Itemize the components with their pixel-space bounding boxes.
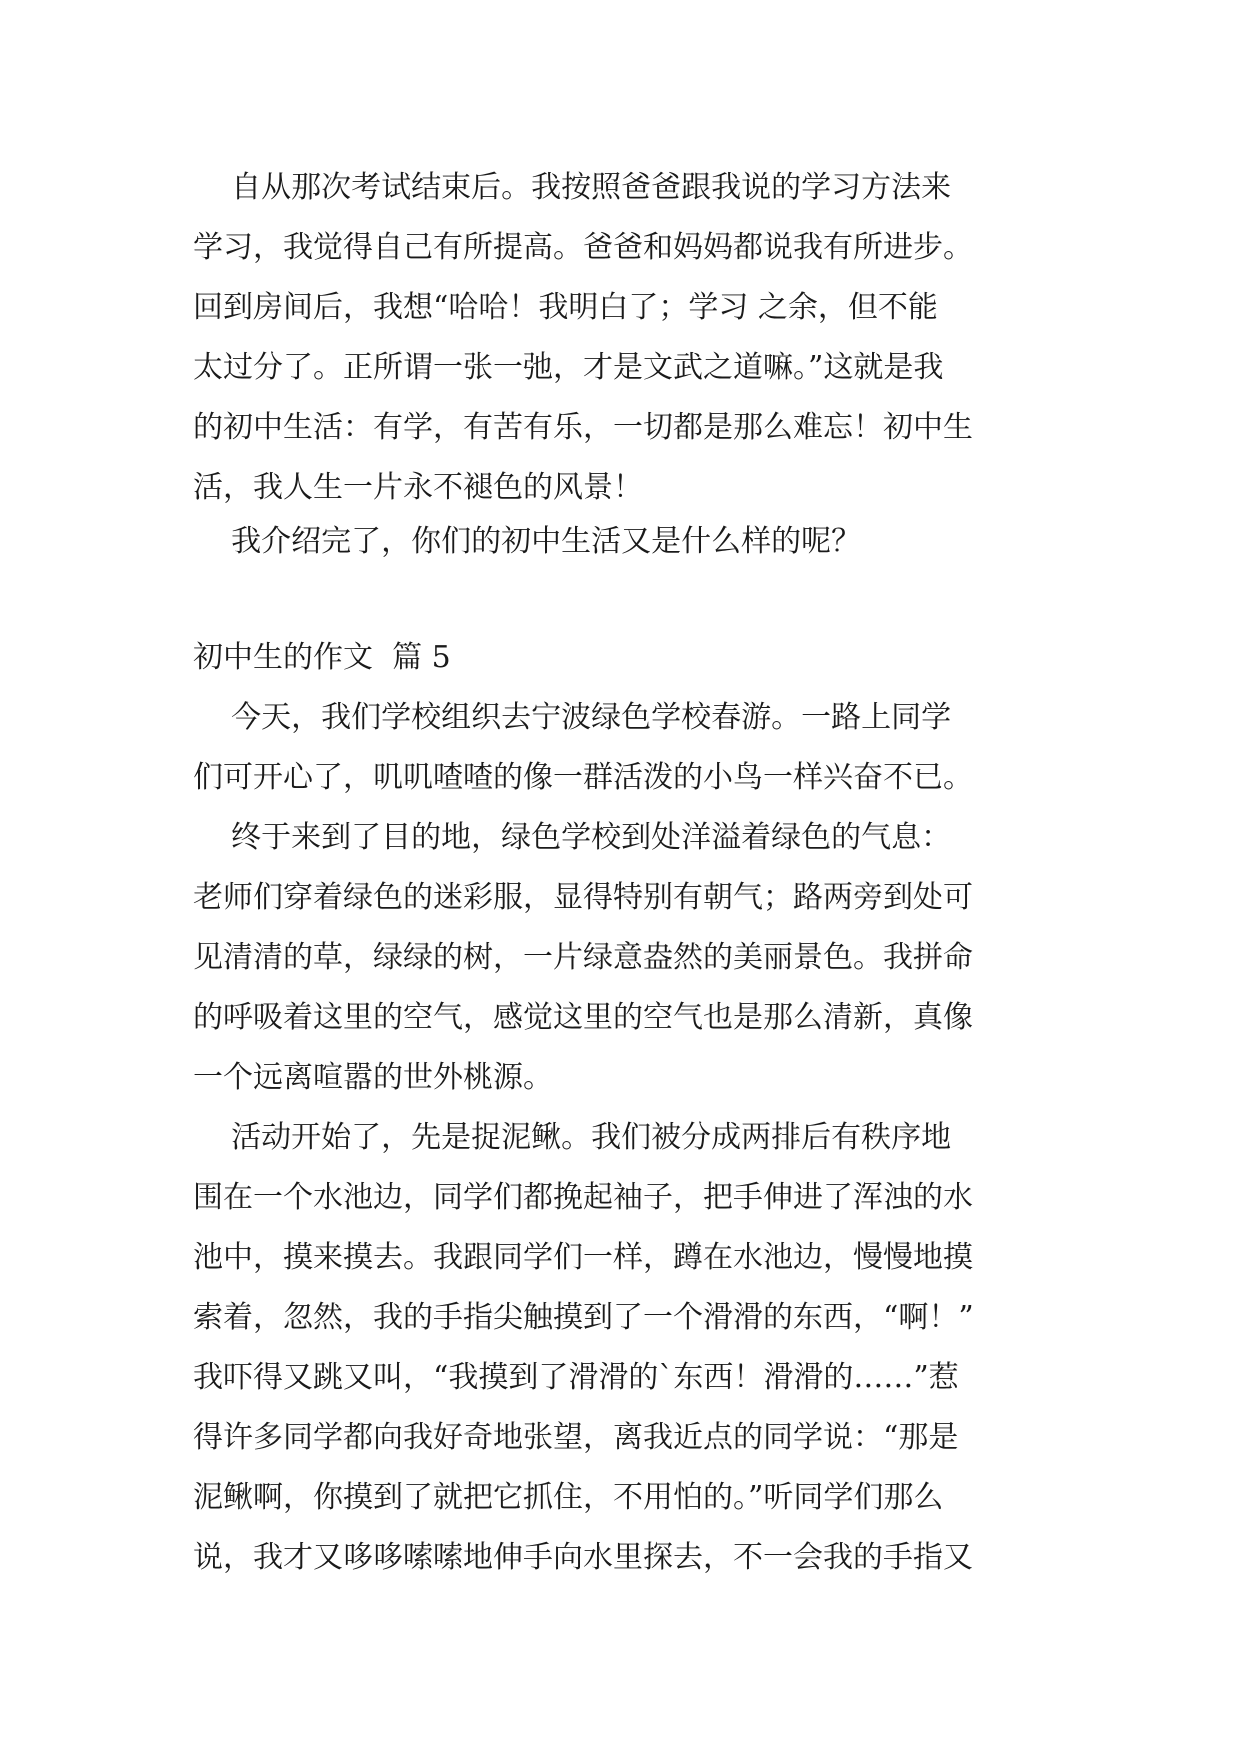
text-line: 老师们穿着绿色的迷彩服，显得特别有朝气；路两旁到处可: [193, 880, 973, 915]
text-line: 的呼吸着这里的空气，感觉这里的空气也是那么清新，真像: [193, 1000, 973, 1035]
text-line: 自从那次考试结束后。我按照爸爸跟我说的学习方法来: [193, 170, 952, 205]
paragraph-1: [193, 158, 1073, 518]
text-line: 池中，摸来摸去。我跟同学们一样，蹲在水池边，慢慢地摸: [193, 1240, 973, 1275]
text-line: 太过分了。正所谓一张一弛，才是文武之道嘛。”这就是我: [193, 350, 944, 385]
text-line: 见清清的草，绿绿的树，一片绿意盎然的美丽景色。我拼命: [193, 940, 973, 975]
text-line: 说，我才又哆哆嗦嗦地伸手向水里探去，不一会我的手指又: [193, 1540, 973, 1575]
text-line: 索着，忽然，我的手指尖触摸到了一个滑滑的东西，“啊！”: [193, 1300, 974, 1335]
text-line: 的初中生活：有学，有苦有乐，一切都是那么难忘！初中生: [193, 410, 973, 445]
section-heading: 初中生的作文 篇 5: [193, 640, 451, 675]
text-line: 们可开心了，叽叽喳喳的像一群活泼的小鸟一样兴奋不已。: [193, 760, 973, 795]
text-line: 我吓得又跳又叫，“我摸到了滑滑的`东西！滑滑的……”惹: [193, 1360, 959, 1395]
text-line: 活，我人生一片永不褪色的风景！: [193, 470, 643, 505]
text-line: 今天，我们学校组织去宁波绿色学校春游。一路上同学: [193, 700, 952, 735]
text-line: 终于来到了目的地，绿色学校到处洋溢着绿色的气息：: [193, 820, 952, 855]
text-line: 学习，我觉得自己有所提高。爸爸和妈妈都说我有所进步。: [193, 230, 973, 265]
text-line: 围在一个水池边，同学们都挽起袖子，把手伸进了浑浊的水: [193, 1180, 973, 1215]
paragraph-3: [193, 688, 1073, 808]
text-line: 一个远离喧嚣的世外桃源。: [193, 1060, 553, 1095]
paragraph-4: [193, 808, 1073, 1108]
text-line: 得许多同学都向我好奇地张望，离我近点的同学说：“那是: [193, 1420, 959, 1455]
text-line: 泥鳅啊，你摸到了就把它抓住，不用怕的。”听同学们那么: [193, 1480, 944, 1515]
text-line: 我介绍完了，你们的初中生活又是什么样的呢？: [193, 524, 862, 559]
text-line: 活动开始了，先是捉泥鳅。我们被分成两排后有秩序地: [193, 1120, 952, 1155]
text-line: 回到房间后，我想“哈哈！我明白了；学习 之余，但不能: [193, 290, 938, 325]
paragraph-5: [193, 1108, 1073, 1588]
paragraph-2: [193, 512, 1073, 572]
